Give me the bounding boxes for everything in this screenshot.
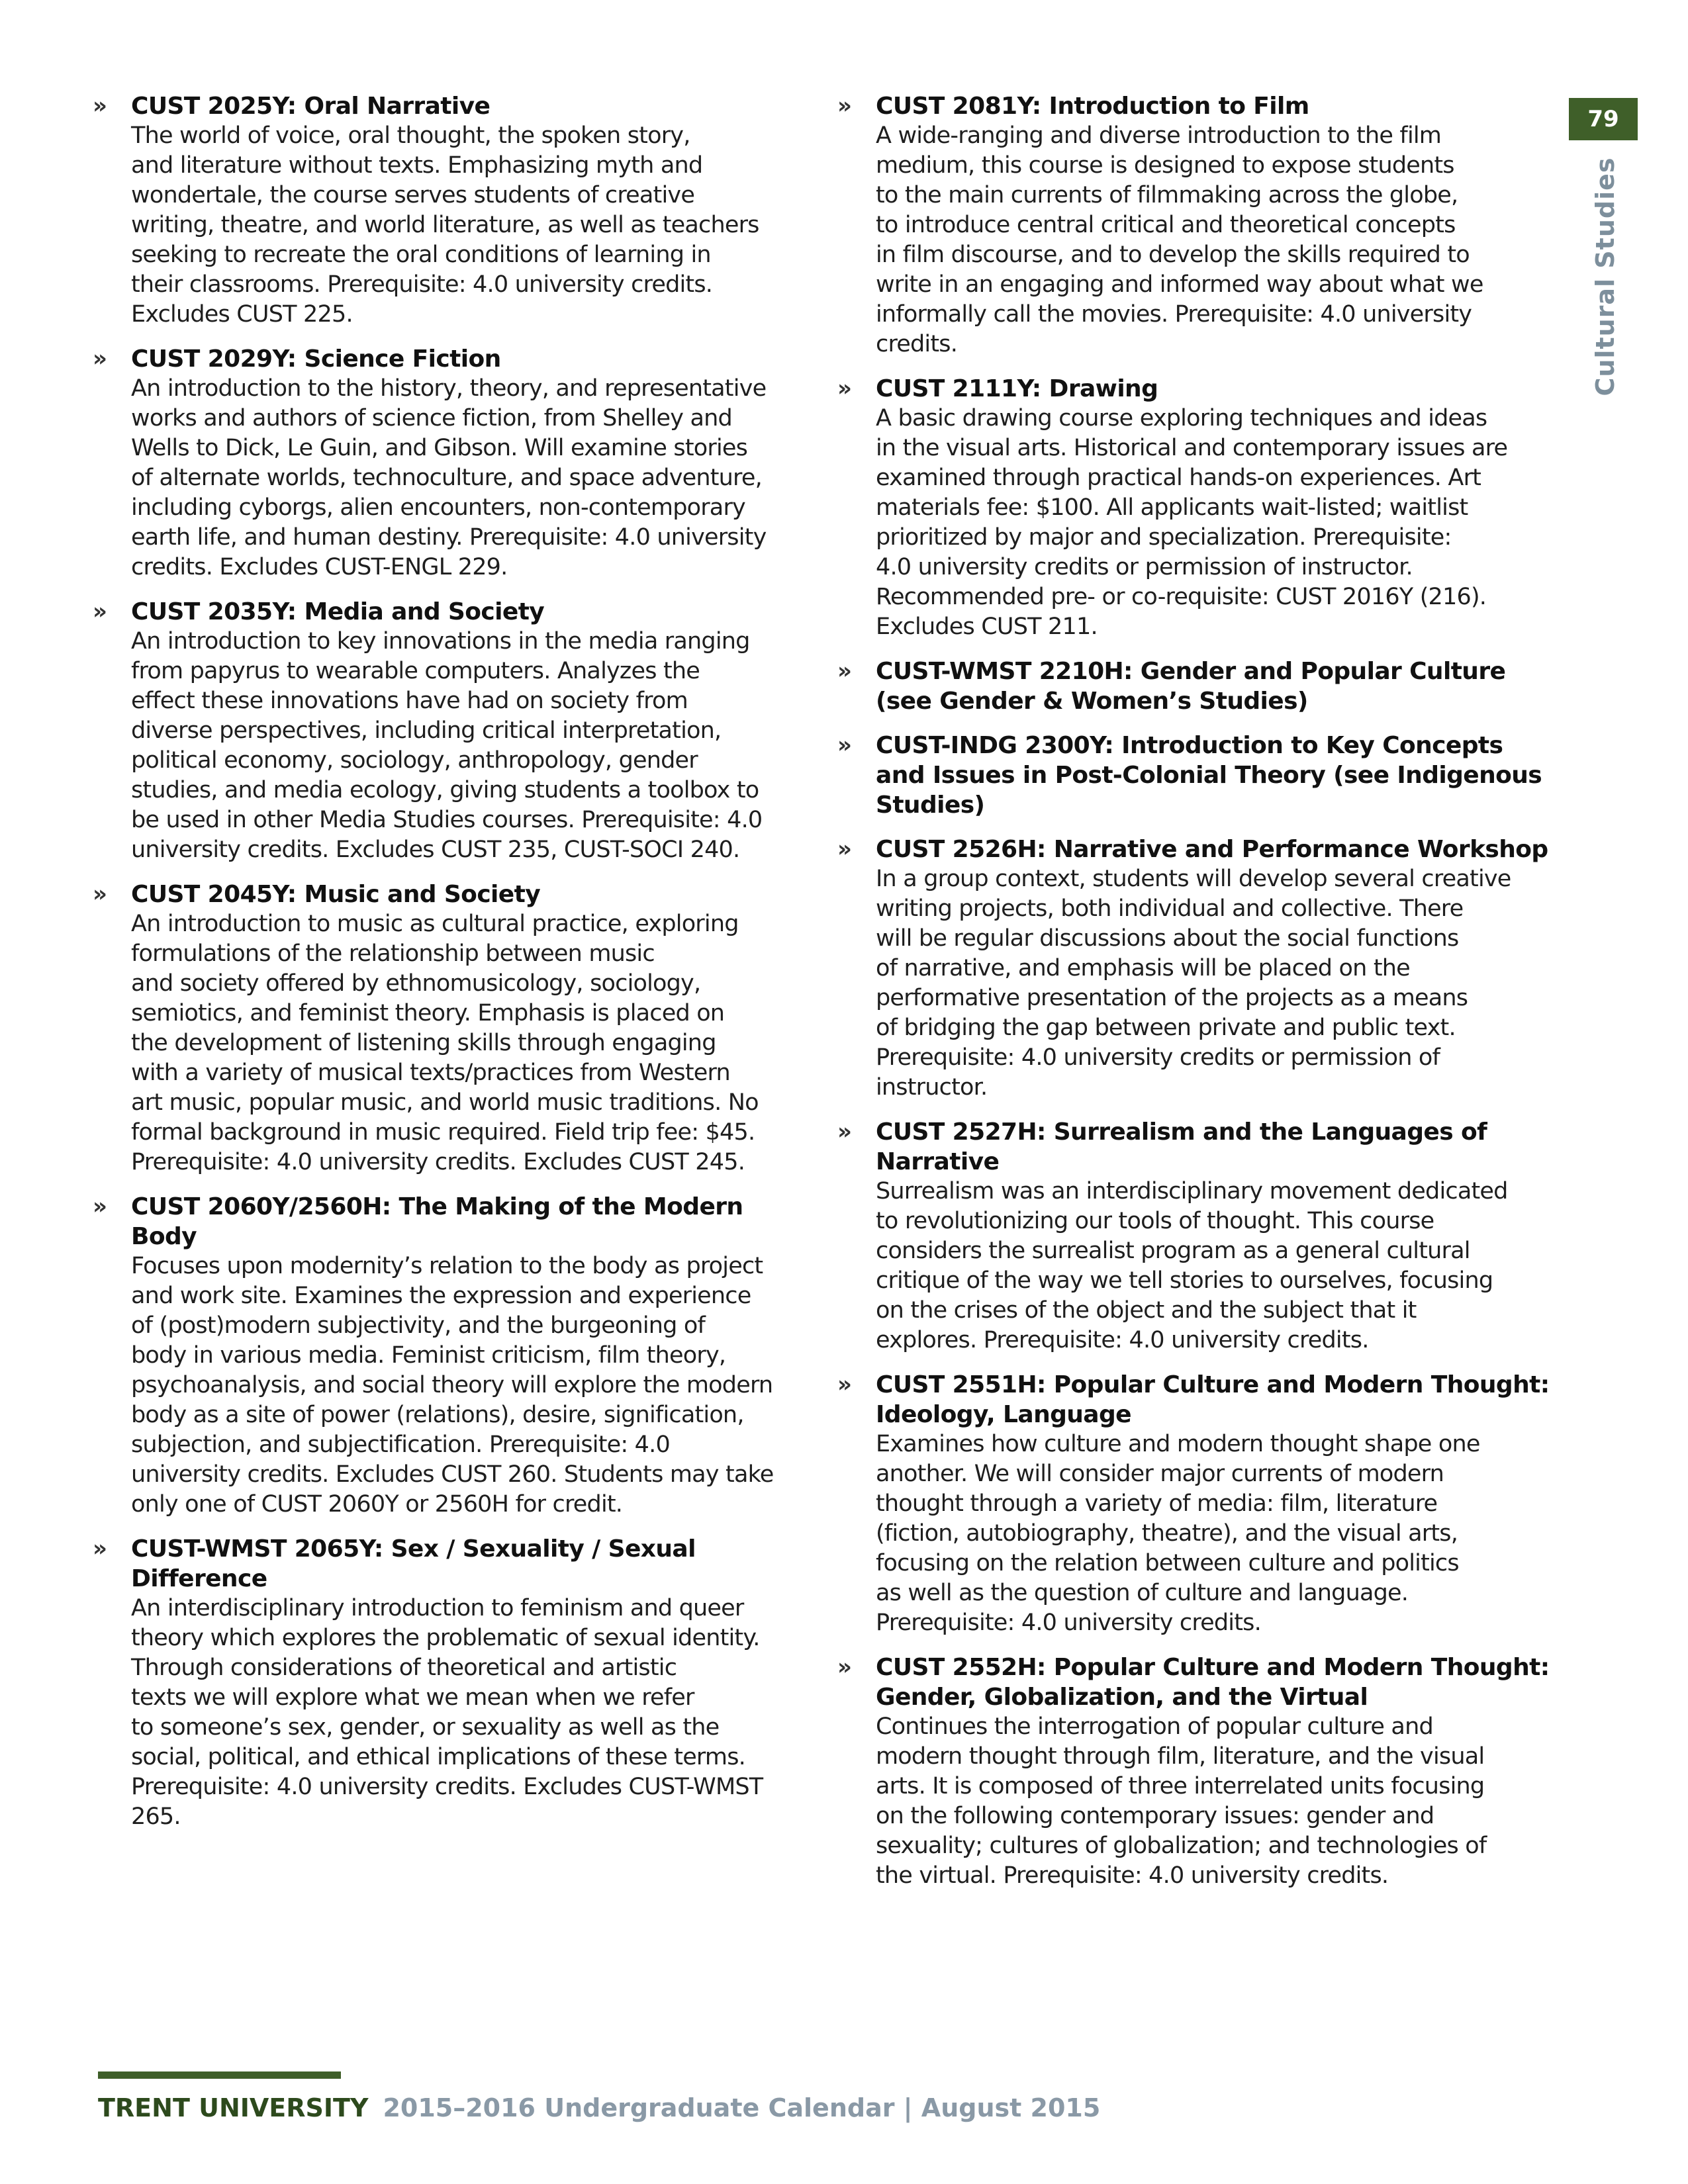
course-entry xyxy=(837,1117,1559,1355)
course-title: CUST 2045Y: Music and Society xyxy=(131,881,541,908)
course-description: An introduction to the history, theory, and representative works and authors of science fiction, from Shelley and Wells to Dick, Le Guin, and Gibson. Will examine stories of alternate worlds, technoculture, and space adventure, including cyborgs, alien encounters, non-contemporary earth life, and human destiny. Prerequisite: 4.0 university credits. Excludes CUST-ENGL 229. xyxy=(131,375,767,580)
course-entry xyxy=(93,597,808,865)
course-description: A wide-ranging and diverse introduction to the film medium, this course is designed to expose students to the main currents of filmmaking across the globe, to introduce central critical and theoretical concepts in film discourse, and to develop the skills required to write in an engaging and informed way about what we informally call the movies. Prerequisite: 4.0 university credits. xyxy=(876,122,1483,357)
footer-rule xyxy=(98,2071,341,2079)
bullet-marker: » xyxy=(837,658,852,684)
course-description: An introduction to music as cultural practice, exploring formulations of the relationship between music and society offered by ethnomusicology, sociology, semiotics, and feminist theory. Emphasis is placed on the development of listening skills through engaging with a variety of musical texts/practices from Western art music, popular music, and world music traditions. No formal background in music required. Field trip fee: $45. Prerequisite: 4.0 university credits. Excludes CUST 245. xyxy=(131,911,759,1175)
course-description: In a group context, students will develop several creative writing projects, both individual and collective. There will be regular discussions about the social functions of narrative, and emphasis will be placed on the performative presentation of the projects as a means of bridging the gap between private and public text. Prerequisite: 4.0 university credits or permission of instructor. xyxy=(876,866,1511,1101)
course-title: CUST-WMST 2210H: Gender and Popular Culture (see Gender & Women’s Studies) xyxy=(876,658,1506,715)
bullet-marker: » xyxy=(837,1371,852,1398)
course-title: CUST 2025Y: Oral Narrative xyxy=(131,93,491,120)
bullet-marker: » xyxy=(837,836,852,862)
footer-calendar: 2015–2016 Undergraduate Calendar | August 2015 xyxy=(383,2093,1101,2122)
course-description: Continues the interrogation of popular culture and modern thought through film, literature, and the visual arts. It is composed of three interrelated units focusing on the following contemporary issues: gender and sexuality; cultures of globalization; and technologies of the virtual. Prerequisite: 4.0 university credits. xyxy=(876,1713,1487,1889)
course-entry xyxy=(837,731,1559,820)
course-entry xyxy=(93,344,808,582)
course-title: CUST-INDG 2300Y: Introduction to Key Concepts and Issues in Post-Colonial Theory (see Indigenous Studies) xyxy=(876,732,1542,819)
course-title: CUST 2526H: Narrative and Performance Workshop xyxy=(876,836,1548,863)
course-description: An introduction to key innovations in the media ranging from papyrus to wearable computers. Analyzes the effect these innovations have had on society from diverse perspectives, including critical interpretation, political economy, sociology, anthropology, gender studies, and media ecology, giving students a toolbox to be used in other Media Studies courses. Prerequisite: 4.0 university credits. Excludes CUST 235, CUST-SOCI 240. xyxy=(131,628,763,863)
course-description: An interdisciplinary introduction to feminism and queer theory which explores the problematic of sexual identity. Through considerations of theoretical and artistic texts we will explore what we mean when we refer to someone’s sex, gender, or sexuality as well as the social, political, and ethical implications of these terms. Prerequisite: 4.0 university credits. Excludes CUST-WMST 265. xyxy=(131,1595,763,1830)
course-title: CUST-WMST 2065Y: Sex / Sexuality / Sexual Difference xyxy=(131,1535,696,1592)
bullet-marker: » xyxy=(837,732,852,758)
course-description: The world of voice, oral thought, the spoken story, and literature without texts. Emphasizing myth and wondertale, the course serves students of creative writing, theatre, and world literature, as well as teachers seeking to recreate the oral conditions of learning in their classrooms. Prerequisite: 4.0 university credits. Excludes CUST 225. xyxy=(131,122,759,328)
section-side-label: Cultural Studies xyxy=(1591,157,1620,396)
course-entry xyxy=(837,1370,1559,1638)
course-title: CUST 2111Y: Drawing xyxy=(876,375,1158,402)
bullet-marker: » xyxy=(93,1535,107,1562)
bullet-marker: » xyxy=(93,93,107,119)
bullet-marker: » xyxy=(93,881,107,907)
course-description: Focuses upon modernity’s relation to the body as project and work site. Examines the expression and experience of (post)modern subjectivity, and the burgeoning of body in various media. Feminist criticism, film theory, psychoanalysis, and social theory will explore the modern body as a site of power (relations), desire, signification, subjection, and subjectification. Prerequisite: 4.0 university credits. Excludes CUST 260. Students may take only one of CUST 2060Y or 2560H for credit. xyxy=(131,1253,774,1518)
course-entry xyxy=(93,1192,808,1520)
course-title: CUST 2035Y: Media and Society xyxy=(131,598,545,625)
course-title: CUST 2552H: Popular Culture and Modern Thought: Gender, Globalization, and the Virtual xyxy=(876,1654,1550,1711)
bullet-marker: » xyxy=(93,1193,107,1220)
course-entry xyxy=(837,374,1559,642)
course-description: Surrealism was an interdisciplinary movement dedicated to revolutionizing our tools of thought. This course considers the surrealist program as a general cultural critique of the way we tell stories to ourselves, focusing on the crises of the object and the subject that it explores. Prerequisite: 4.0 university credits. xyxy=(876,1178,1508,1353)
footer xyxy=(98,2091,1100,2124)
bullet-marker: » xyxy=(837,1118,852,1145)
bullet-marker: » xyxy=(837,93,852,119)
bullet-marker: » xyxy=(837,375,852,402)
left-column xyxy=(93,91,808,1846)
course-entry xyxy=(837,657,1559,716)
course-description: A basic drawing course exploring techniques and ideas in the visual arts. Historical and contemporary issues are examined through practical hands-on experiences. Art materials fee: $100. All applicants wait-listed; waitlist prioritized by major and specialization. Prerequisite: 4.0 university credits or permission of instructor. Recommended pre- or co-requisite: CUST 2016Y (216). Excludes CUST 211. xyxy=(876,405,1508,640)
course-title: CUST 2551H: Popular Culture and Modern Thought: Ideology, Language xyxy=(876,1371,1550,1428)
course-entry xyxy=(93,1534,808,1832)
bullet-marker: » xyxy=(93,345,107,372)
course-entry xyxy=(837,835,1559,1103)
course-entry xyxy=(93,880,808,1177)
course-title: CUST 2081Y: Introduction to Film xyxy=(876,93,1309,120)
bullet-marker: » xyxy=(837,1654,852,1680)
course-entry xyxy=(93,91,808,330)
bullet-marker: » xyxy=(93,598,107,625)
page-number: 79 xyxy=(1569,98,1638,140)
course-title: CUST 2029Y: Science Fiction xyxy=(131,345,501,373)
right-column xyxy=(837,91,1559,1905)
course-entry xyxy=(837,1653,1559,1891)
footer-university: TRENT UNIVERSITY xyxy=(98,2093,369,2122)
course-title: CUST 2527H: Surrealism and the Languages of Narrative xyxy=(876,1118,1487,1175)
course-entry xyxy=(837,91,1559,359)
course-title: CUST 2060Y/2560H: The Making of the Modern Body xyxy=(131,1193,743,1250)
course-description: Examines how culture and modern thought shape one another. We will consider major currents of modern thought through a variety of media: film, literature (fiction, autobiography, theatre), and the visual arts, focusing on the relation between culture and politics as well as the question of culture and language. Prerequisite: 4.0 university credits. xyxy=(876,1431,1480,1636)
